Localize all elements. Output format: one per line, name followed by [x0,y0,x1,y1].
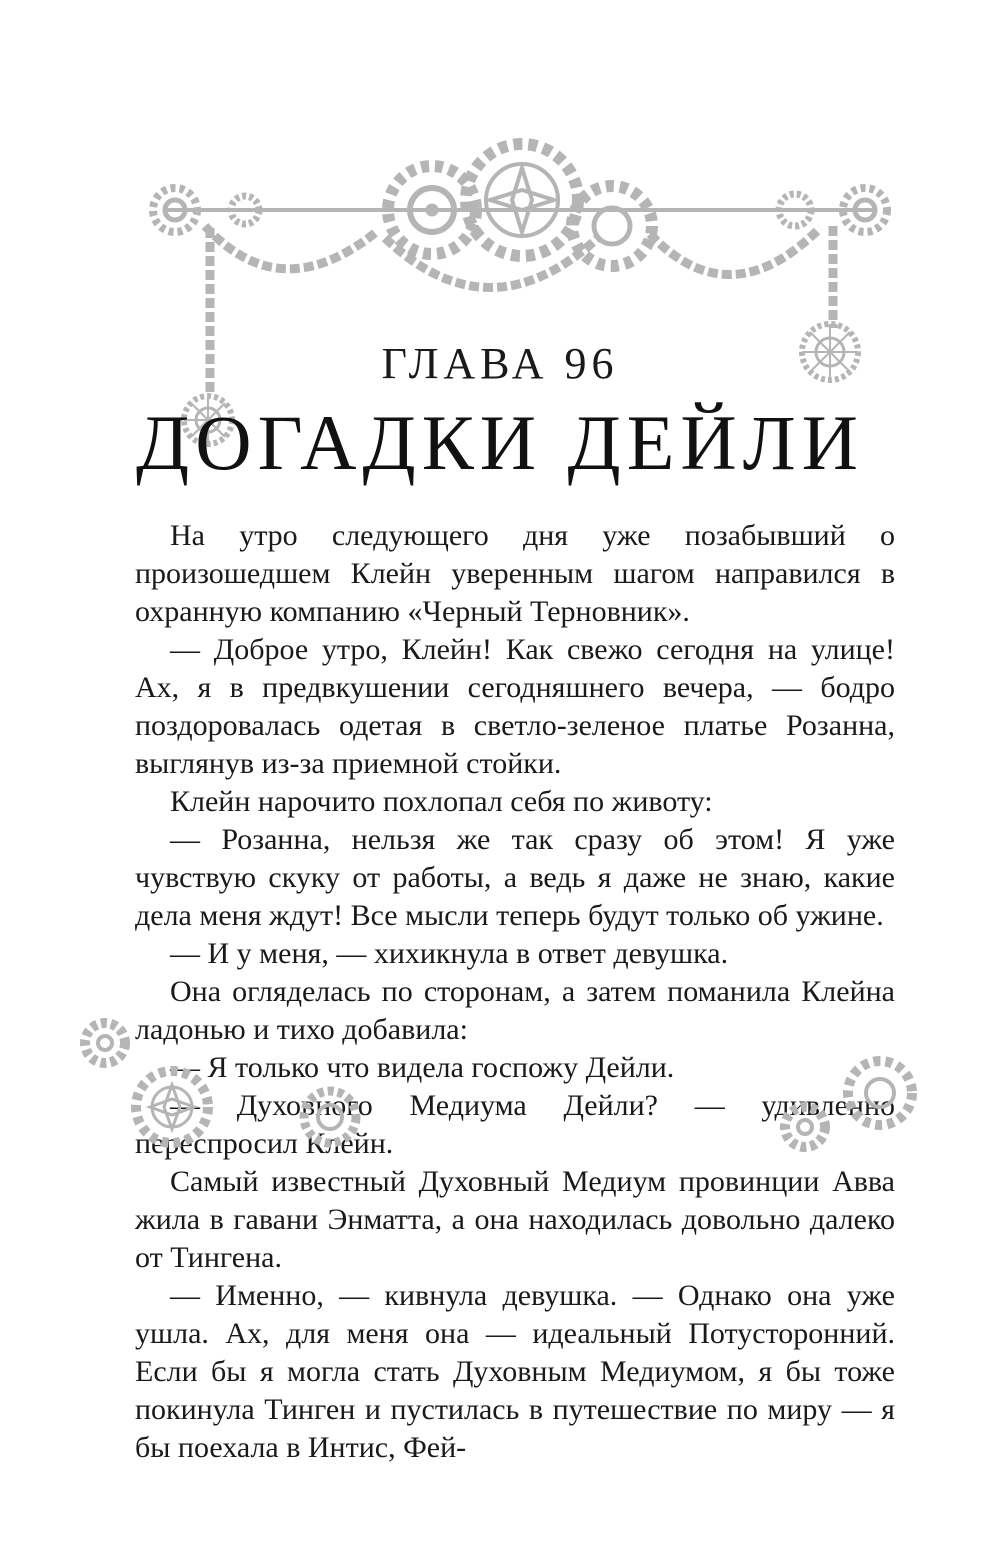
paragraph: — Доброе утро, Клейн! Как свежо сегодня на улице! Ах, я в предвкушении сегодняшнего вечера, — бодро поздоровалась одетая в светло-зеленое платье Розанна, выглянув из-за приемной стойки. [135,633,895,780]
paragraph: — Розанна, нельзя же так сразу об этом! Я уже чувствую скуку от работы, а ведь я даже не знаю, какие дела меня ждут! Все мысли теперь будут только об ужине. [135,823,895,932]
paragraph: На утро следующего дня уже позабывший о произошедшем Клейн уверенным шагом направился в охранную компанию «Черный Терновник». [135,519,895,628]
paragraph: — И у меня, — хихикнула в ответ девушка. [170,937,729,970]
chapter-text [135,517,895,1467]
chapter-number: ГЛАВА 96 [381,339,619,388]
gears-ornament-bottom [60,1015,940,1155]
paragraph: — Духовного Медиума Дейли? — удивленно переспросил Клейн. [135,1089,895,1160]
paragraph: — Я только что видела госпожу Дейли. [170,1051,675,1084]
gear-icon [466,144,578,256]
paragraph: Самый известный Духовный Медиум провинции Авва жила в гавани Энматта, а она находилась довольно далеко от Тингена. [135,1165,895,1274]
paragraph: Она огляделась по сторонам, а затем поманила Клейна ладонью и тихо добавила: [135,975,895,1046]
chapter-title: ДОГАДКИ ДЕЙЛИ [136,399,864,486]
gear-icon [136,1071,208,1143]
paragraph: Клейн нарочито похлопал себя по животу: [170,785,713,818]
gear-icon [304,1091,356,1143]
gear-icon [85,1023,125,1063]
gear-icon [785,1107,825,1147]
paragraph: — Именно, — кивнула девушка. — Однако она уже ушла. Ах, для меня она — идеальный Потусторонний. Если бы я могла стать Духовным Медиумом, я бы тоже покинула Тинген и пустилась в путешествие по миру — я бы поехала в Интис, Фей- [135,1279,895,1464]
gear-icon [848,1061,912,1125]
